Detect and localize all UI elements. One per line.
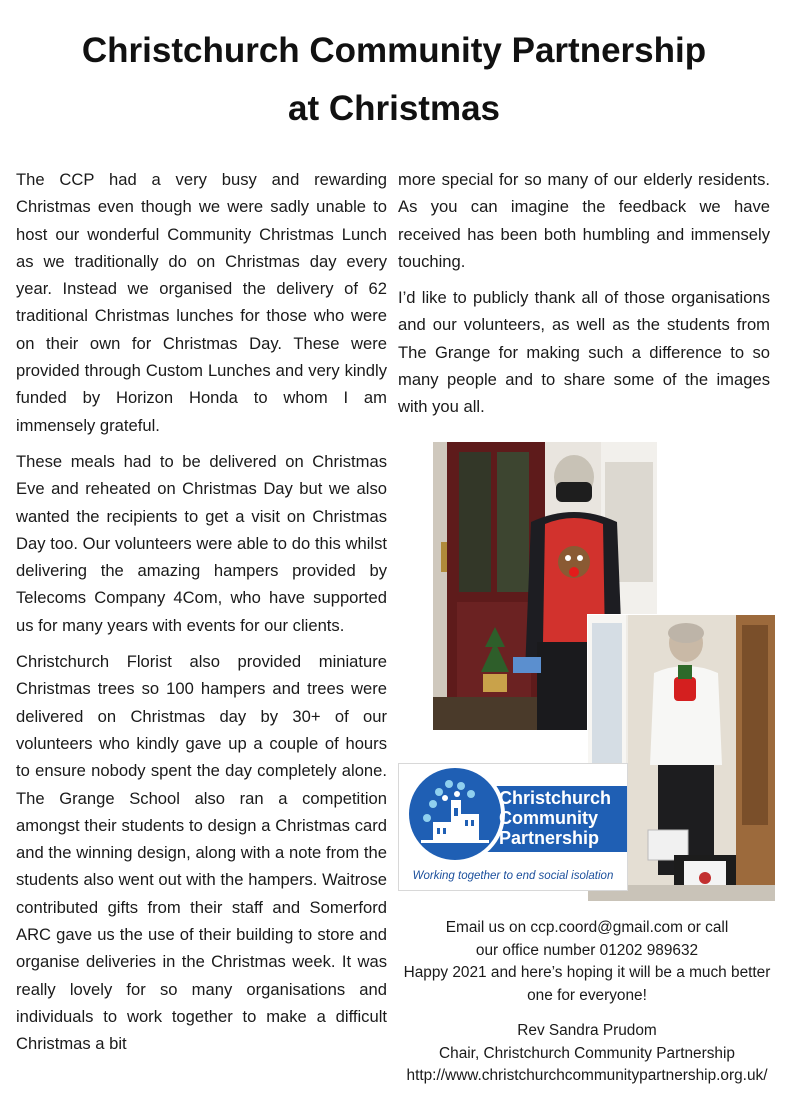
title-line-2: at Christmas [287,89,501,128]
ccp-logo [398,763,628,891]
contact-phone-line: our office number 01202 989632 [475,941,699,959]
contact-email-line: Email us on ccp.coord@gmail.com or call [445,919,729,936]
signature-role: Chair, Christchurch Community Partnership [439,1044,735,1062]
website-link[interactable]: http://www.christchurchcommunitypartnership.org.uk/ [406,1067,768,1084]
new-year-wish-line-1: Happy 2021 and here’s hoping it will be a much better [403,964,771,981]
page-title [0,22,788,138]
paragraph-visits: These meals had to be delivered on Christmas Eve and reheated on Christmas Day but we also wanted the recipients to get a visit on Christmas Day too. Our volunteers were able to do this whilst delivering the amazing hampers provided by Telecoms Company 4Com, who have supported us for many years with events for our clients. [16,451,387,635]
paragraph-feedback: more special for so many of our elderly residents. As you can imagine the feedback we have received has been both humbling and immensely touching. [398,170,770,271]
new-year-wish-line-2: one for everyone! [527,986,647,1004]
right-column [398,166,770,430]
logo-line-3: Partnership [499,828,600,848]
logo-tagline: Working together to end social isolation [412,870,614,882]
contact-block [392,917,782,1088]
logo-line-2: Community [499,808,598,828]
logo-line-1: Christchurch [499,788,612,808]
paragraph-hampers: Christchurch Florist also provided miniature Christmas trees so 100 hampers and trees were delivered on Christmas day by 30+ of our volunteers who kindly gave up a couple of hours to ensure nobody spent the day completely alone. The Grange School also ran a competition amongst their students to design a Christmas card and the winning design, along with a note from the students also went out with the hampers. Waitrose contributed gifts from their staff and Somerford ARC gave us the use of their building to store and organise deliveries in the Christmas week. It was really lovely for so many organisations and individuals to work together to make a difficult Christmas a bit [16,652,387,1054]
title-line-1: Christchurch Community Partnership [81,31,707,70]
logo-wordmark [499,788,611,848]
paragraph-lunches: The CCP had a very busy and rewarding Christmas even though we were sadly unable to host our wonderful Community Christmas Lunch as we traditionally do on Christmas day every year. Instead we organised the delivery of 62 traditional Christmas lunches for those who were on their own for Christmas Day. These were provided through Custom Lunches and very kindly funded by Horizon Honda to whom I am immensely grateful. [16,170,387,435]
signature-name: Rev Sandra Prudom [517,1022,657,1039]
left-column [16,166,387,1067]
paragraph-thanks: I’d like to publicly thank all of those organisations and our volunteers, as well as the students from The Grange for making such a difference to so many people and to share some of the images with you all. [398,288,770,417]
